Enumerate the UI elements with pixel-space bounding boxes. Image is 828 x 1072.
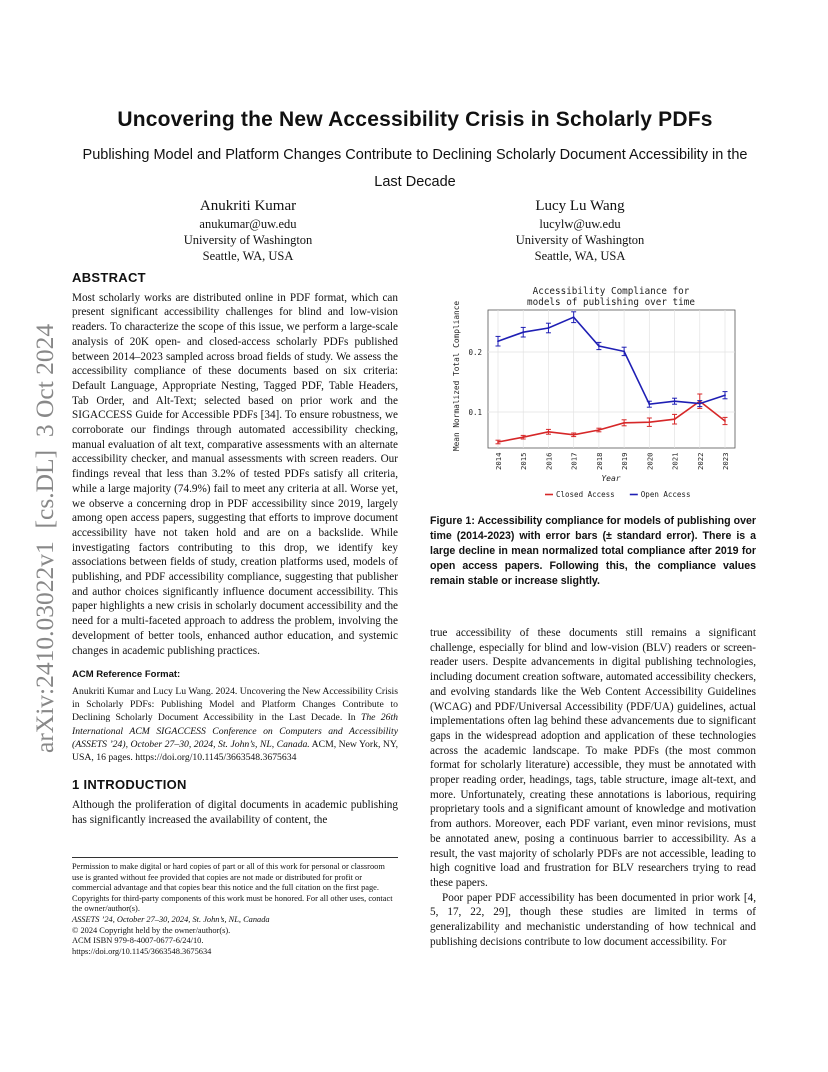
arxiv-identifier — [8, 0, 68, 1072]
footnote-rule — [72, 857, 398, 858]
x-tick-label: 2023 — [721, 452, 730, 470]
data-point — [548, 327, 550, 329]
data-point — [598, 345, 600, 347]
chart-legend — [545, 490, 690, 499]
compliance-chart — [430, 278, 760, 508]
permission-text: Permission to make digital or hard copies of part or all of this work for personal or classroom use is granted without fee provided that copies are not made or distributed for profit or commercial advantage and that copies bear this notice and the full citation on the first page. Copyrights for third-party components of this work must be honored. For all other uses, contact the owner/author(s). — [72, 862, 393, 914]
arxiv-identifier-text: arXiv:2410.03022v1 [cs.DL] 3 Oct 2024 — [30, 323, 59, 753]
data-point — [623, 422, 625, 424]
acm-reference-heading: ACM Reference Format: — [72, 669, 181, 681]
y-axis-label: Mean Normalized Total Compliance — [452, 300, 461, 452]
x-axis-label: Year — [601, 474, 621, 483]
acm-reference-text — [72, 685, 398, 764]
abstract-text: Most scholarly works are distributed online in PDF format, which can present significant accessibility challenges for blind and low-vision readers. To characterize the scope of this issue, we perform a large-scale analysis of 20K open- and closed-access scholarly PDFs published between 2014–2023 sampled across broad fields of study. We assess the accessibility compliance of these documents based on six criteria: Default Language, Appropriate Nesting, Tagged PDF, Table Headers, Tab Order, and Alt-Text; selected based on prior work and the SIGACCESS Guide for Accessible PDFs [34]. To ensure robustness, we corroborate our findings through automated accessibility checking, manual evaluation of alt text, comparative assessments with an alternate accessibility checker, and manual assessments with screen readers. Our findings reveal that less than 3.2% of tested PDFs satisfy all criteria, while a large majority (74.9%) fail to meet any criteria at all. Worse yet, we observe a concerning drop in PDF accessibility since 2019, largely among open access papers, suggesting that efforts to improve document accessibility have not taken hold and are on a backslide. While investigating factors contributing to this drop, we identify key associations between fields of study, creation platforms used, models of publishing, and PDF accessibility compliance, suggesting that publisher and author choices significantly influence document accessibility. This paper highlights a new crisis in scholarly document accessibility and the need for a multi-faceted approach to address the problem, involving the development of better tools, enhanced author education, and systemic changes in academic publishing practices. — [72, 291, 398, 657]
data-point — [724, 394, 726, 396]
data-point — [648, 403, 650, 405]
data-point — [573, 316, 575, 318]
author-block-1 — [118, 197, 378, 264]
y-tick-label: 0.1 — [468, 408, 482, 417]
x-tick-label: 2021 — [670, 452, 680, 470]
x-tick-label: 2014 — [494, 452, 503, 470]
x-tick-label: 2016 — [544, 452, 554, 470]
permission-footnote — [72, 857, 398, 957]
data-point — [522, 331, 524, 333]
data-point — [548, 431, 550, 433]
x-tick-label: 2017 — [569, 452, 579, 470]
copyright-line: © 2024 Copyright held by the owner/author(s). — [72, 925, 231, 935]
data-point — [648, 421, 650, 423]
introduction-text-right-2: Poor paper PDF accessibility has been documented in prior work [4, 5, 17, 22, 29], though these studies are limited in terms of generalizability and mechanistic understanding of how technical and publishing decisions contribute to low document accessibility. For — [430, 891, 756, 948]
author-location: Seattle, WA, USA — [202, 249, 294, 263]
x-tick-label: 2015 — [519, 452, 529, 470]
paper-subtitle: Publishing Model and Platform Changes Contribute to Declining Scholarly Document Accessibility in the Last Decade — [82, 147, 748, 190]
arxiv-identifier-svg — [8, 0, 68, 1072]
data-point — [497, 340, 499, 342]
left-column — [72, 271, 398, 827]
author-name: Lucy Lu Wang — [535, 198, 625, 214]
doi-line: https://doi.org/10.1145/3663548.3675634 — [72, 946, 212, 956]
acm-reference — [72, 668, 398, 764]
figure-caption: Figure 1: Accessibility compliance for models of publishing over time (2014-2023) with error bars (± standard error). There is a large decline in mean normalized total compliance after 2019 for open access papers. Following this, the compliance values remain stable or increase slightly. — [430, 515, 756, 587]
data-point — [497, 441, 499, 443]
x-tick-label: 2020 — [645, 452, 655, 470]
chart-title — [527, 286, 695, 308]
data-point — [598, 429, 600, 431]
right-column — [430, 626, 756, 949]
legend-label: Open Access — [640, 490, 691, 499]
author-affiliation: University of Washington — [183, 233, 313, 247]
introduction-text-left: Although the proliferation of digital documents in academic publishing has significantly increased the availability of content, the — [72, 798, 398, 826]
x-tick-label: 2019 — [620, 452, 630, 470]
data-point — [573, 434, 575, 436]
acm-ref-pre: Anukriti Kumar and Lucy Lu Wang. 2024. Uncovering the New Accessibility Crisis in Scholarly PDFs: Publishing Model and Platform Changes Contribute to Declining Scholarly Document Accessibility in the Last Decade. In — [72, 685, 398, 724]
data-point — [724, 420, 726, 422]
y-tick-label: 0.2 — [468, 348, 482, 357]
isbn-line: ACM ISBN 979-8-4007-0677-6/24/10. — [72, 936, 204, 946]
figure-1 — [430, 278, 760, 508]
legend-label: Closed Access — [556, 490, 615, 499]
author-email: lucylw@uw.edu — [539, 217, 621, 231]
data-point — [674, 418, 676, 420]
author-affiliation: University of Washington — [515, 233, 645, 247]
plot-area — [468, 310, 735, 470]
x-tick-label: 2018 — [594, 452, 604, 470]
author-email: anukumar@uw.edu — [199, 217, 297, 231]
data-point — [699, 403, 701, 405]
data-point — [623, 351, 625, 353]
plot-frame — [488, 310, 735, 448]
author-block-2 — [450, 197, 710, 264]
paper-title: Uncovering the New Accessibility Crisis in Scholarly PDFs — [117, 108, 713, 131]
chart-title-line-2: models of publishing over time — [527, 297, 695, 308]
acm-ref-venue: The 26th International ACM SIGACCESS Conference on Computers and Accessibility (ASSETS ’24), October 27–30, 2024, St. John’s, NL, Canada. — [72, 712, 398, 750]
data-point — [522, 436, 524, 438]
acm-ref-post: ACM, New York, NY, USA, 16 pages. https://doi.org/10.1145/3663548.3675634 — [72, 738, 398, 763]
author-location: Seattle, WA, USA — [534, 249, 626, 263]
conference-line: ASSETS ’24, October 27–30, 2024, St. John’s, NL, Canada — [72, 914, 270, 924]
introduction-text-right-1: true accessibility of these documents still remains a significant challenge, especially for blind and low-vision (BLV) readers or screen-reader users. Despite advancements in digital publishing technologies, including document creation software, automated accessibility checkers, and evolving standards like the Web Content Accessibility Guidelines (WCAG) and PDF/Universal Accessibility (PDF/UA) guidelines, actual implementations often lag behind these advancements due to significant gaps in the widespread adoption and application of these technologies across the academic landscape. To make PDFs (the most common format for scholarly literature) accessible, they must be annotated with proper reading order, headings, tags, table structure, image alt-text, and more. Unfortunately, creating these annotations is laborious, requiring proprietary tools and a significant amount of knowledge and motivation from authors. Moreover, each PDF variant, even minor revisions, must be annotated anew, posing a continuous barrier to accessibility. As a result, the vast majority of scholarly PDFs are not accessible, leading to high cognitive load and frustration for BLV researchers trying to read these papers. — [430, 627, 756, 889]
abstract-heading: ABSTRACT — [72, 270, 146, 285]
introduction-heading: 1 INTRODUCTION — [72, 777, 187, 793]
x-tick-label: 2022 — [695, 452, 705, 470]
author-name: Anukriti Kumar — [199, 198, 297, 214]
data-point — [674, 400, 676, 402]
chart-title-line-1: Accessibility Compliance for — [532, 286, 690, 297]
